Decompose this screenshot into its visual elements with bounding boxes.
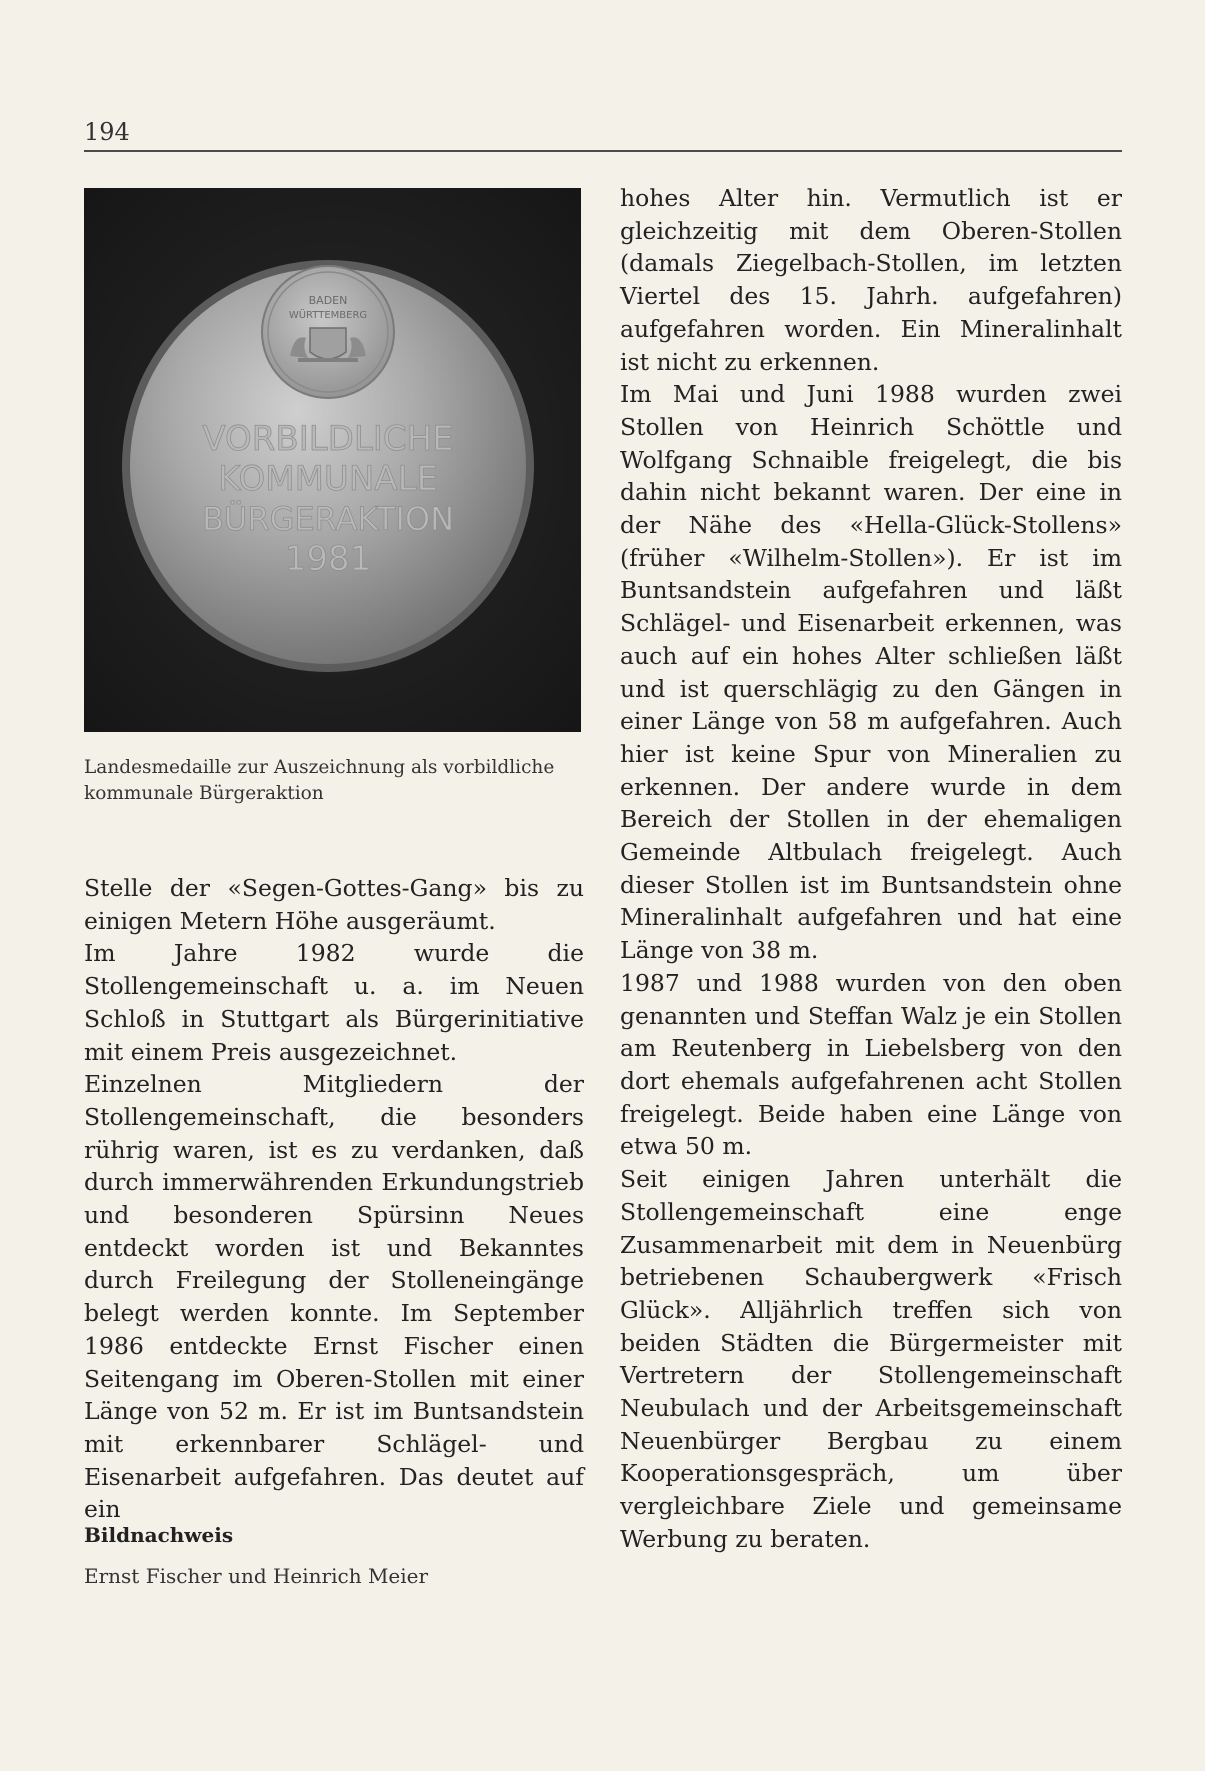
shield-icon <box>310 328 346 359</box>
paragraph: Im Mai und Juni 1988 wurden zwei Stollen von Heinrich Schöttle und Wolfgang Schnaible freigelegt, die bis dahin nicht bekannt waren. Der eine in der Nähe des «Hella-Glück-Stollens» (früher «Wilhelm-Stollen»). Er ist im Buntsandstein aufgefahren und läßt Schlägel- und Eisenarbeit erkennen, was auch auf ein hohes Alter schließen läßt und ist querschlägig zu den Gängen in einer Länge von 58 m aufgefahren. Auch hier ist keine Spur von Mineralien zu erkennen. Der andere wurde in dem Bereich der Stollen in der ehemaligen Gemeinde Altbulach freigelegt. Auch dieser Stollen ist im Buntsandstein ohne Mineralinhalt aufgefahren und hat eine Länge von 38 m. <box>620 380 1122 965</box>
paragraph: 1987 und 1988 wurden von den oben genannten und Steffan Walz je ein Stollen am Reutenberg in Liebelsberg von den dort ehemals aufgefahrenen acht Stollen freigelegt. Beide haben eine Länge von etwa 50 m. <box>620 968 1122 1161</box>
caption-line: Landesmedaille zur Auszeichnung als vorbildliche <box>84 757 555 778</box>
credits-text: Ernst Fischer und Heinrich Meier <box>84 1564 429 1588</box>
paragraph: Seit einigen Jahren unterhält die Stollengemeinschaft eine enge Zusammenarbeit mit dem in Neuenbürg betriebenen Schaubergwerk «Frisch Glück». Alljährlich treffen sich von beiden Städten die Bürgermeister mit Vertretern der Stollengemeinschaft Neubulach und der Arbeitsgemeinschaft Neuenbürger Bergbau zu einem Kooperationsgespräch, um über vergleichbare Ziele und gemeinsame Werbung zu beraten. <box>620 1165 1122 1553</box>
credits-heading: Bildnachweis <box>84 1523 234 1547</box>
header-rule <box>84 150 1122 152</box>
seal-text-top: BADEN <box>308 294 348 307</box>
left-column <box>84 872 584 1526</box>
right-column <box>620 182 1122 1556</box>
medal-image <box>84 188 581 732</box>
paragraph: Im Jahre 1982 wurde die Stollengemeinschaft u. a. im Neuen Schloß in Stuttgart als Bürgerinitiative mit einem Preis ausgezeichnet. <box>84 939 584 1066</box>
medal-line3: BÜRGERAKTION <box>201 500 455 538</box>
page-number: 194 <box>84 118 130 146</box>
seal-base <box>298 358 358 362</box>
seal-text-second: WÜRTTEMBERG <box>288 310 368 321</box>
medal-line2: KOMMUNALE <box>218 459 438 499</box>
medal-year: 1981 <box>284 539 372 579</box>
medal-photo <box>84 188 581 732</box>
figure-caption <box>84 755 584 807</box>
caption-line: kommunale Bürgeraktion <box>84 783 324 804</box>
medal-line1: VORBILDLICHE <box>202 419 454 459</box>
paragraph: hohes Alter hin. Vermutlich ist er gleichzeitig mit dem Oberen-Stollen (damals Ziegelbach-Stollen, im letzten Viertel des 15. Jahrh. aufgefahren) aufgefahren worden. Ein Mineralinhalt ist nicht zu erkennen. <box>620 184 1122 376</box>
paragraph: Stelle der «Segen-Gottes-Gang» bis zu einigen Metern Höhe ausgeräumt. <box>84 874 584 935</box>
paragraph: Einzelnen Mitgliedern der Stollengemeinschaft, die besonders rührig waren, ist es zu verdanken, daß durch immerwährenden Erkundungstrieb und besonderen Spürsinn Neues entdeckt worden ist und Bekanntes durch Freilegung der Stolleneingänge belegt werden konnte. Im September 1986 entdeckte Ernst Fischer einen Seitengang im Oberen-Stollen mit einer Länge von 52 m. Er ist im Buntsandstein mit erkennbarer Schlägel- und Eisenarbeit aufgefahren. Das deutet auf ein <box>84 1070 584 1524</box>
